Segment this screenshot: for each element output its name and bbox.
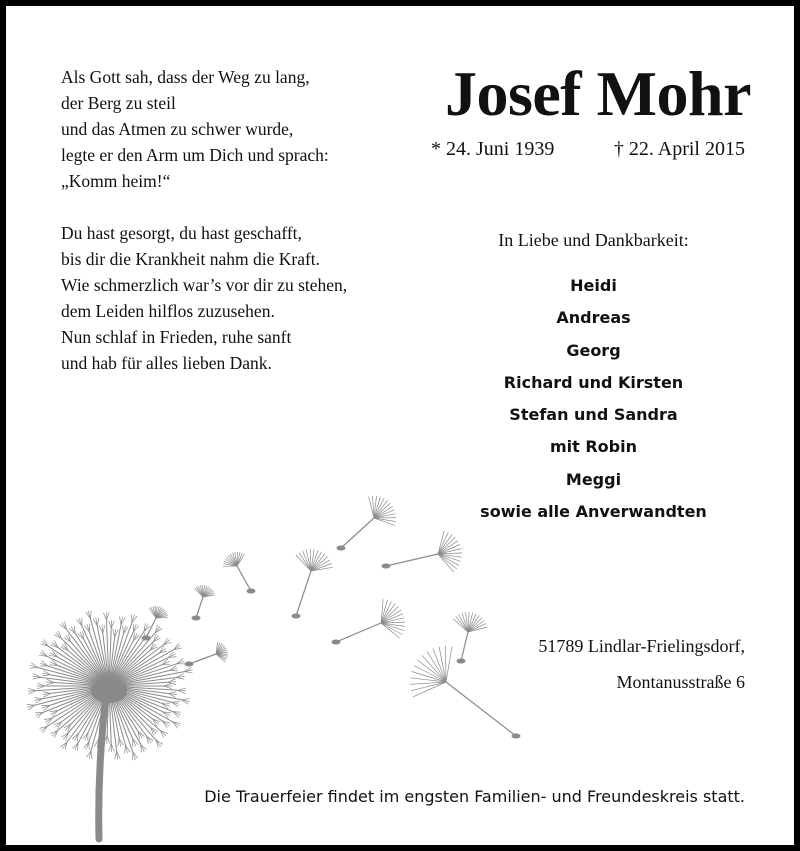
family-list bbox=[436, 270, 751, 528]
family-member: Richard und Kirsten bbox=[503, 372, 684, 392]
family-member: Heidi bbox=[570, 276, 617, 295]
poem-line: der Berg zu steil bbox=[61, 93, 176, 113]
poem-line: dem Leiden hilflos zuzusehen. bbox=[61, 301, 275, 321]
family-member: mit Robin bbox=[549, 437, 637, 457]
family-member: Andreas bbox=[556, 308, 631, 328]
family-member: Stefan und Sandra bbox=[509, 405, 678, 425]
poem-line: Nun schlaf in Frieden, ruhe sanft bbox=[61, 327, 292, 347]
poem-stanza-1 bbox=[61, 64, 421, 194]
family-member: sowie alle Anverwandten bbox=[480, 502, 707, 522]
poem bbox=[61, 64, 421, 402]
birth-date: * 24. Juni 1939 bbox=[431, 138, 555, 160]
poem-line: Wie schmerzlich war’s vor dir zu stehen, bbox=[61, 275, 348, 295]
poem-line: Als Gott sah, dass der Weg zu lang, bbox=[61, 67, 310, 87]
family-member: Georg bbox=[566, 340, 621, 360]
poem-line: Du hast gesorgt, du hast geschafft, bbox=[61, 223, 302, 243]
thanks-heading: In Liebe und Dankbarkeit: bbox=[498, 230, 689, 250]
address-street: Montanusstraße 6 bbox=[616, 672, 745, 692]
poem-line: und hab für alles lieben Dank. bbox=[61, 353, 272, 373]
poem-line: bis dir die Krankheit nahm die Kraft. bbox=[61, 249, 321, 269]
poem-line: und das Atmen zu schwer wurde, bbox=[61, 119, 294, 139]
poem-stanza-2 bbox=[61, 220, 421, 376]
deceased-name: Josef Mohr bbox=[444, 58, 751, 129]
death-date: † 22. April 2015 bbox=[613, 138, 745, 160]
address bbox=[538, 628, 745, 700]
family-member: Meggi bbox=[565, 469, 622, 489]
poem-line: legte er den Arm um Dich und sprach: bbox=[61, 145, 329, 165]
funeral-notice: Die Trauerfeier findet im engsten Familien- und Freundeskreis statt. bbox=[204, 787, 745, 806]
poem-line: „Komm heim!“ bbox=[61, 171, 171, 191]
address-city: 51789 Lindlar-Frielingsdorf, bbox=[538, 636, 745, 656]
